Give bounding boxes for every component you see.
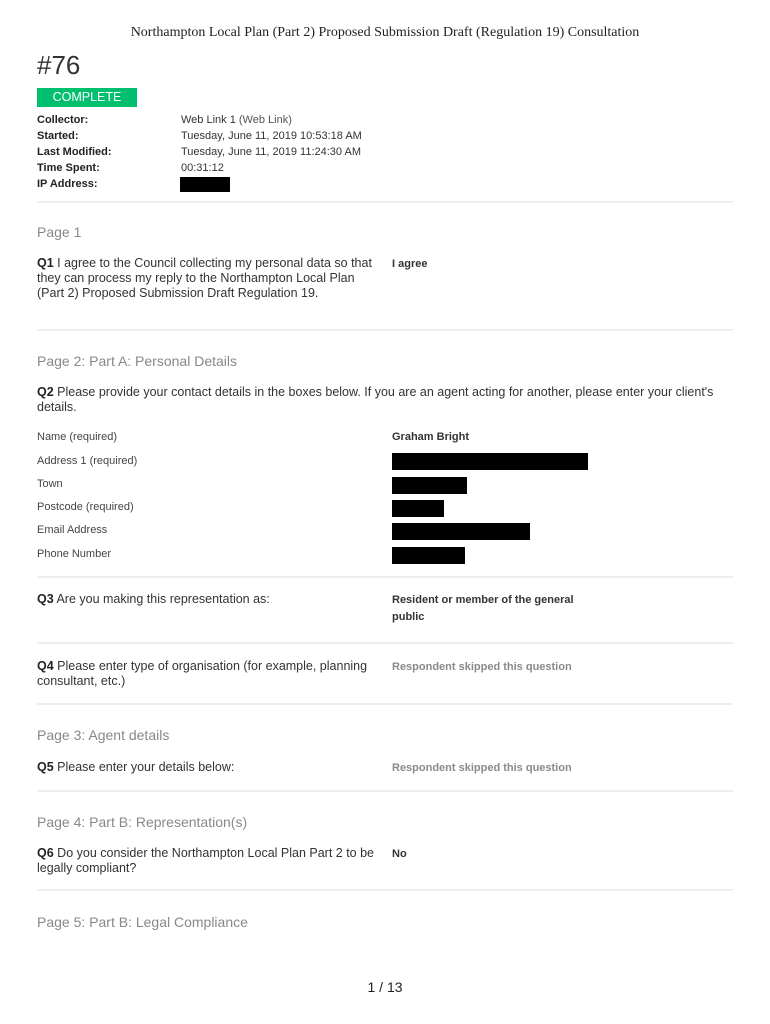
- page-number: 1 / 13: [367, 979, 403, 995]
- q3-question: [37, 592, 377, 607]
- page-4-title: Page 4: Part B: Representation(s): [37, 814, 248, 830]
- divider: [37, 790, 733, 792]
- status-badge: COMPLETE: [37, 88, 137, 107]
- q5-number: Q5: [37, 760, 54, 774]
- q4-number: Q4: [37, 659, 54, 673]
- q3-number: Q3: [37, 592, 54, 606]
- email-redaction: [392, 523, 530, 540]
- q1-text: I agree to the Council collecting my personal data so that they can process my reply to the Northampton Local Plan (Part 2) Proposed Submission Draft Regulation 19.: [37, 256, 372, 300]
- started-label: Started:: [37, 130, 79, 142]
- q6-question: [37, 846, 382, 876]
- address-redaction: [392, 453, 588, 470]
- divider: [37, 201, 733, 203]
- response-number: #76: [37, 50, 81, 80]
- collector-label: Collector:: [37, 114, 89, 126]
- time-spent-label: Time Spent:: [37, 162, 100, 174]
- town-redaction: [392, 477, 467, 494]
- collector-value: [181, 114, 292, 126]
- q6-number: Q6: [37, 846, 54, 860]
- divider: [37, 329, 733, 331]
- q1-number: Q1: [37, 256, 54, 270]
- field-name-label: Name (required): [37, 431, 118, 443]
- page-3-title: Page 3: Agent details: [37, 727, 170, 743]
- ip-address-redaction: [180, 177, 230, 192]
- field-address-label: Address 1 (required): [37, 455, 138, 467]
- q1-answer: I agree: [392, 258, 428, 270]
- field-postcode-label: Postcode (required): [37, 501, 134, 513]
- ip-address-label: IP Address:: [37, 178, 98, 190]
- page-2-title: Page 2: Part A: Personal Details: [37, 353, 237, 369]
- q6-text: Do you consider the Northampton Local Plan Part 2 to be legally compliant?: [37, 846, 375, 875]
- field-name-value: Graham Bright: [392, 431, 470, 443]
- page-5-title: Page 5: Part B: Legal Compliance: [37, 914, 248, 930]
- q2-number: Q2: [37, 385, 54, 399]
- q4-question: [37, 659, 377, 689]
- collector-type: (Web Link): [238, 114, 292, 126]
- divider: [37, 889, 733, 891]
- phone-redaction: [392, 547, 465, 564]
- q2-question: [37, 385, 733, 415]
- postcode-redaction: [392, 500, 444, 517]
- document-header-title: Northampton Local Plan (Part 2) Proposed Submission Draft (Regulation 19) Consultation: [130, 25, 640, 40]
- field-phone-label: Phone Number: [37, 548, 111, 560]
- divider: [37, 576, 733, 578]
- divider: [37, 642, 733, 644]
- last-modified-value: Tuesday, June 11, 2019 11:24:30 AM: [181, 146, 361, 158]
- page-1-title: Page 1: [37, 224, 82, 240]
- q2-text: Please provide your contact details in the boxes below. If you are an agent acting for another, please enter your client's details.: [37, 385, 714, 414]
- field-town-label: Town: [37, 478, 63, 490]
- q4-answer: Respondent skipped this question: [392, 661, 572, 673]
- started-value: Tuesday, June 11, 2019 10:53:18 AM: [181, 130, 362, 142]
- q5-text: Please enter your details below:: [53, 760, 235, 774]
- last-modified-label: Last Modified:: [37, 146, 112, 158]
- q5-answer: Respondent skipped this question: [392, 762, 572, 774]
- q3-text: Are you making this representation as:: [53, 592, 270, 606]
- divider: [37, 703, 733, 705]
- field-email-label: Email Address: [37, 524, 108, 536]
- q5-question: [37, 760, 377, 775]
- collector-name: Web Link 1: [181, 114, 236, 126]
- q1-question: [37, 256, 377, 301]
- q6-answer: No: [392, 848, 407, 860]
- q4-text: Please enter type of organisation (for example, planning consultant, etc.): [37, 659, 368, 688]
- time-spent-value: 00:31:12: [181, 162, 224, 174]
- q3-answer: Resident or member of the general public: [392, 594, 574, 623]
